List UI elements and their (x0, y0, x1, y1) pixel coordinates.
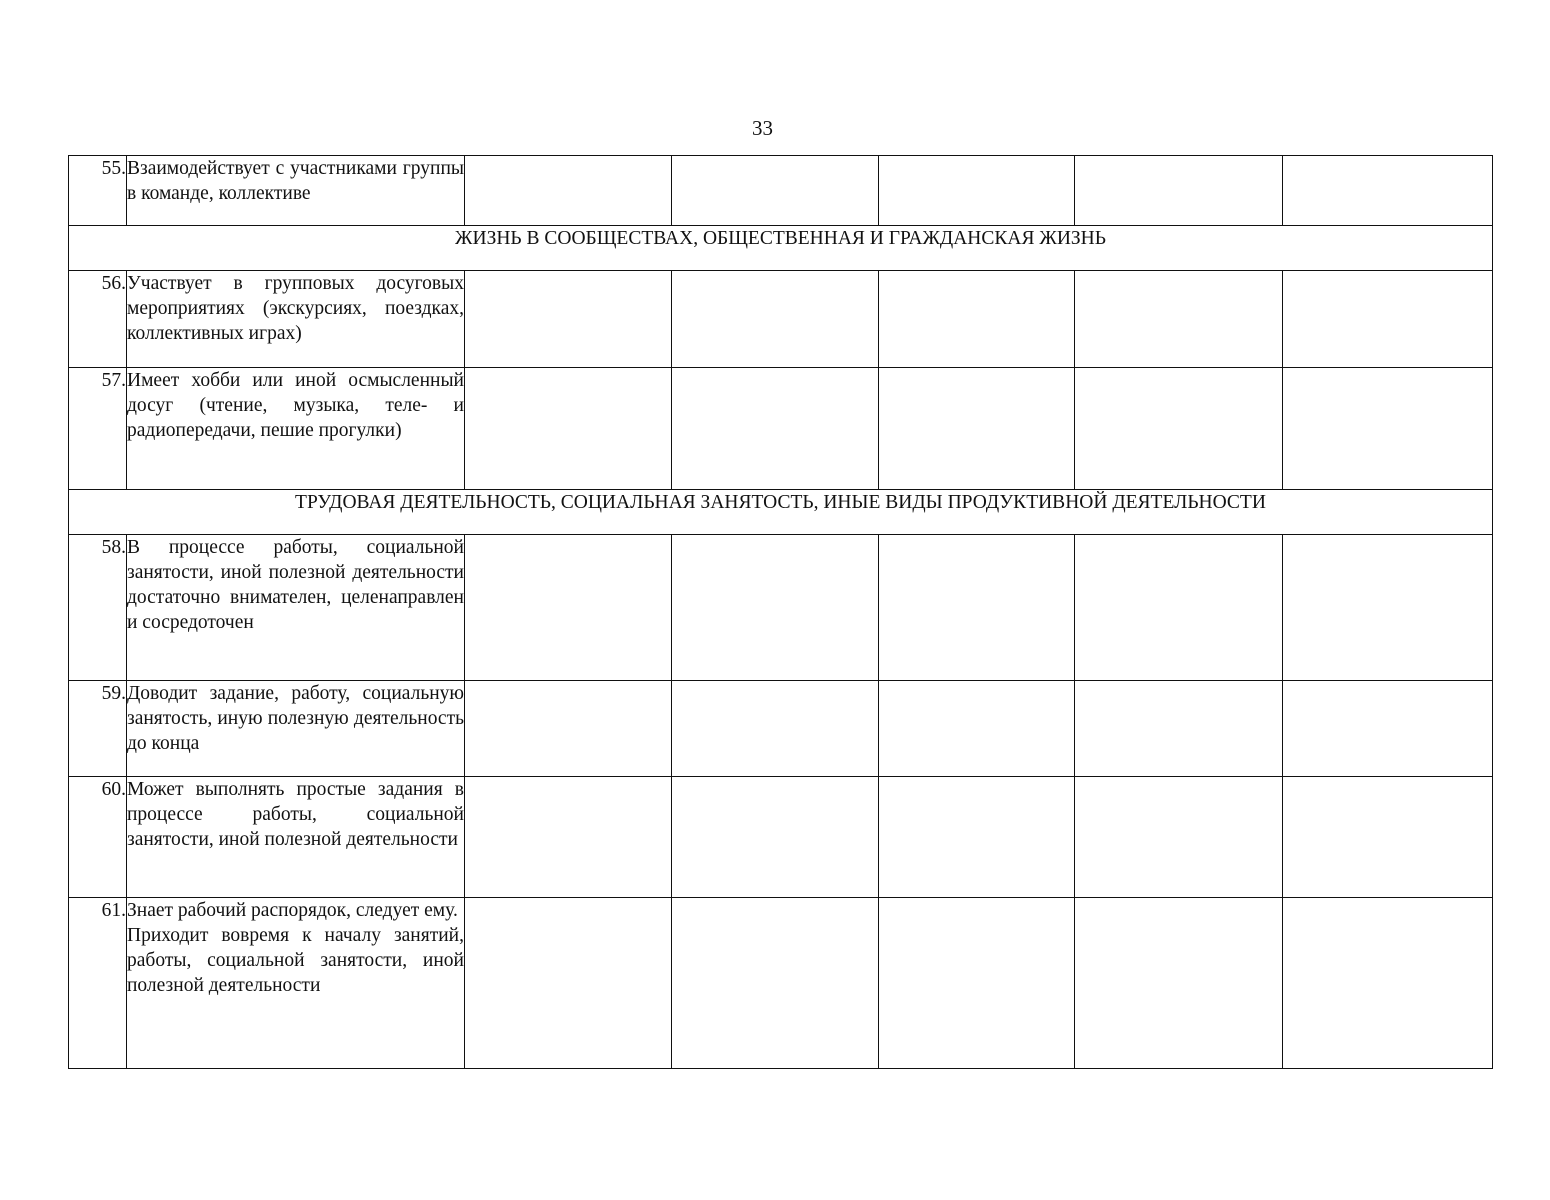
table-row (69, 156, 1493, 226)
rating-cell[interactable] (672, 368, 879, 490)
rating-cell[interactable] (465, 271, 672, 368)
rating-cell[interactable] (1283, 777, 1493, 898)
rating-cell[interactable] (672, 156, 879, 226)
row-number: 56. (69, 271, 127, 368)
section-header-row (69, 226, 1493, 271)
rating-cell[interactable] (1075, 368, 1283, 490)
row-number: 61. (69, 898, 127, 1069)
table-row (69, 681, 1493, 777)
rating-cell[interactable] (465, 777, 672, 898)
rating-cell[interactable] (879, 777, 1075, 898)
rating-cell[interactable] (1283, 156, 1493, 226)
table-row (69, 898, 1493, 1069)
rating-cell[interactable] (1283, 271, 1493, 368)
rating-cell[interactable] (1075, 271, 1283, 368)
table-row (69, 368, 1493, 490)
row-number: 55. (69, 156, 127, 226)
rating-cell[interactable] (672, 681, 879, 777)
row-description: Взаимодействует с участниками группы в команде, коллективе (127, 156, 465, 226)
section-header-row (69, 490, 1493, 535)
section-header: ТРУДОВАЯ ДЕЯТЕЛЬНОСТЬ, СОЦИАЛЬНАЯ ЗАНЯТОСТЬ, ИНЫЕ ВИДЫ ПРОДУКТИВНОЙ ДЕЯТЕЛЬНОСТИ (69, 490, 1493, 535)
rating-cell[interactable] (1075, 681, 1283, 777)
row-description: Участвует в групповых досуговых мероприятиях (экскурсиях, поездках, коллективных играх) (127, 271, 465, 368)
rating-cell[interactable] (879, 156, 1075, 226)
row-description-line: Знает рабочий распорядок, следует ему. (127, 900, 458, 921)
rating-cell[interactable] (465, 368, 672, 490)
rating-cell[interactable] (1075, 156, 1283, 226)
row-number: 60. (69, 777, 127, 898)
rating-cell[interactable] (465, 898, 672, 1069)
rating-cell[interactable] (672, 898, 879, 1069)
rating-cell[interactable] (879, 271, 1075, 368)
assessment-table (68, 155, 1493, 1069)
rating-cell[interactable] (879, 681, 1075, 777)
rating-cell[interactable] (1075, 777, 1283, 898)
row-number: 59. (69, 681, 127, 777)
section-header: ЖИЗНЬ В СООБЩЕСТВАХ, ОБЩЕСТВЕННАЯ И ГРАЖДАНСКАЯ ЖИЗНЬ (69, 226, 1493, 271)
rating-cell[interactable] (1283, 681, 1493, 777)
rating-cell[interactable] (1283, 535, 1493, 681)
rating-cell[interactable] (672, 777, 879, 898)
rating-cell[interactable] (672, 535, 879, 681)
rating-cell[interactable] (879, 898, 1075, 1069)
rating-cell[interactable] (465, 681, 672, 777)
rating-cell[interactable] (1075, 898, 1283, 1069)
rating-cell[interactable] (1283, 368, 1493, 490)
table-row (69, 271, 1493, 368)
page-number: 33 (752, 116, 773, 140)
row-number: 57. (69, 368, 127, 490)
rating-cell[interactable] (1283, 898, 1493, 1069)
table-row (69, 535, 1493, 681)
row-description (127, 898, 465, 1069)
rating-cell[interactable] (879, 535, 1075, 681)
rating-cell[interactable] (465, 156, 672, 226)
row-description-line: Приходит вовремя к началу занятий, работы, социальной занятости, иной полезной деятельности (127, 925, 464, 996)
row-number: 58. (69, 535, 127, 681)
row-description: Доводит задание, работу, социальную занятость, иную полезную деятельность до конца (127, 681, 465, 777)
table-row (69, 777, 1493, 898)
rating-cell[interactable] (1075, 535, 1283, 681)
row-description: В процессе работы, социальной занятости, иной полезной деятельности достаточно внимателен, целенаправлен и сосредоточен (127, 535, 465, 681)
row-description: Может выполнять простые задания в процессе работы, социальной занятости, иной полезной деятельности (127, 777, 465, 898)
row-description: Имеет хобби или иной осмысленный досуг (чтение, музыка, теле- и радиопередачи, пешие прогулки) (127, 368, 465, 490)
rating-cell[interactable] (672, 271, 879, 368)
rating-cell[interactable] (879, 368, 1075, 490)
rating-cell[interactable] (465, 535, 672, 681)
